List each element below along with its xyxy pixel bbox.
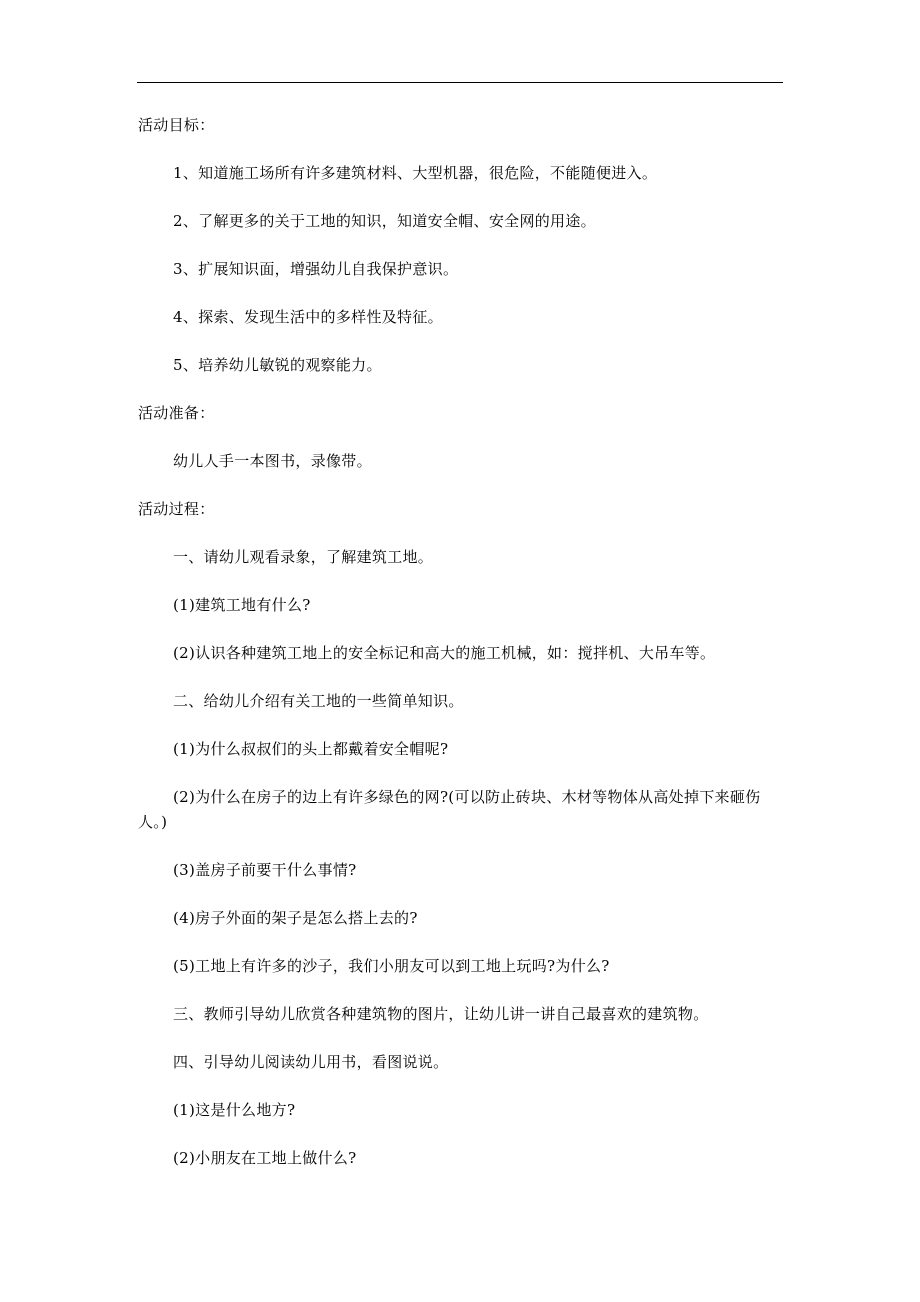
process-step-1-q1: (1)建筑工地有什么?	[173, 596, 311, 614]
process-step-3: 三、教师引导幼儿欣赏各种建筑物的图片，让幼儿讲一讲自己最喜欢的建筑物。	[173, 1005, 709, 1023]
header-rule	[137, 82, 783, 83]
process-step-2-q4: (4)房子外面的架子是怎么搭上去的?	[173, 909, 418, 927]
process-step-2: 二、给幼儿介绍有关工地的一些简单知识。	[173, 692, 464, 710]
goal-item-2: 2、了解更多的关于工地的知识，知道安全帽、安全网的用途。	[173, 212, 596, 230]
process-step-4-q2: (2)小朋友在工地上做什么?	[173, 1149, 357, 1167]
process-heading: 活动过程：	[138, 500, 215, 518]
process-step-1: 一、请幼儿观看录象，了解建筑工地。	[173, 548, 434, 566]
process-step-1-q2: (2)认识各种建筑工地上的安全标记和高大的施工机械，如：搅拌机、大吊车等。	[173, 644, 716, 662]
process-step-4: 四、引导幼儿阅读幼儿用书，看图说说。	[173, 1053, 449, 1071]
preparation-item-1: 幼儿人手一本图书，录像带。	[173, 452, 372, 470]
goal-item-1: 1、知道施工场所有许多建筑材料、大型机器，很危险，不能随便进入。	[173, 164, 658, 182]
goals-heading: 活动目标：	[138, 116, 215, 134]
process-step-2-q2-continued: 人。)	[138, 813, 168, 831]
process-step-4-q1: (1)这是什么地方?	[173, 1101, 296, 1119]
goal-item-3: 3、扩展知识面，增强幼儿自我保护意识。	[173, 260, 459, 278]
goal-item-4: 4、探索、发现生活中的多样性及特征。	[173, 308, 443, 326]
preparation-heading: 活动准备：	[138, 404, 215, 422]
process-step-2-q1: (1)为什么叔叔们的头上都戴着安全帽呢?	[173, 740, 449, 758]
process-step-2-q3: (3)盖房子前要干什么事情?	[173, 861, 357, 879]
goal-item-5: 5、培养幼儿敏锐的观察能力。	[173, 356, 382, 374]
process-step-2-q2: (2)为什么在房子的边上有许多绿色的网?(可以防止砖块、木材等物体从高处掉下来砸伤	[173, 788, 761, 806]
process-step-2-q5: (5)工地上有许多的沙子，我们小朋友可以到工地上玩吗?为什么?	[173, 957, 610, 975]
